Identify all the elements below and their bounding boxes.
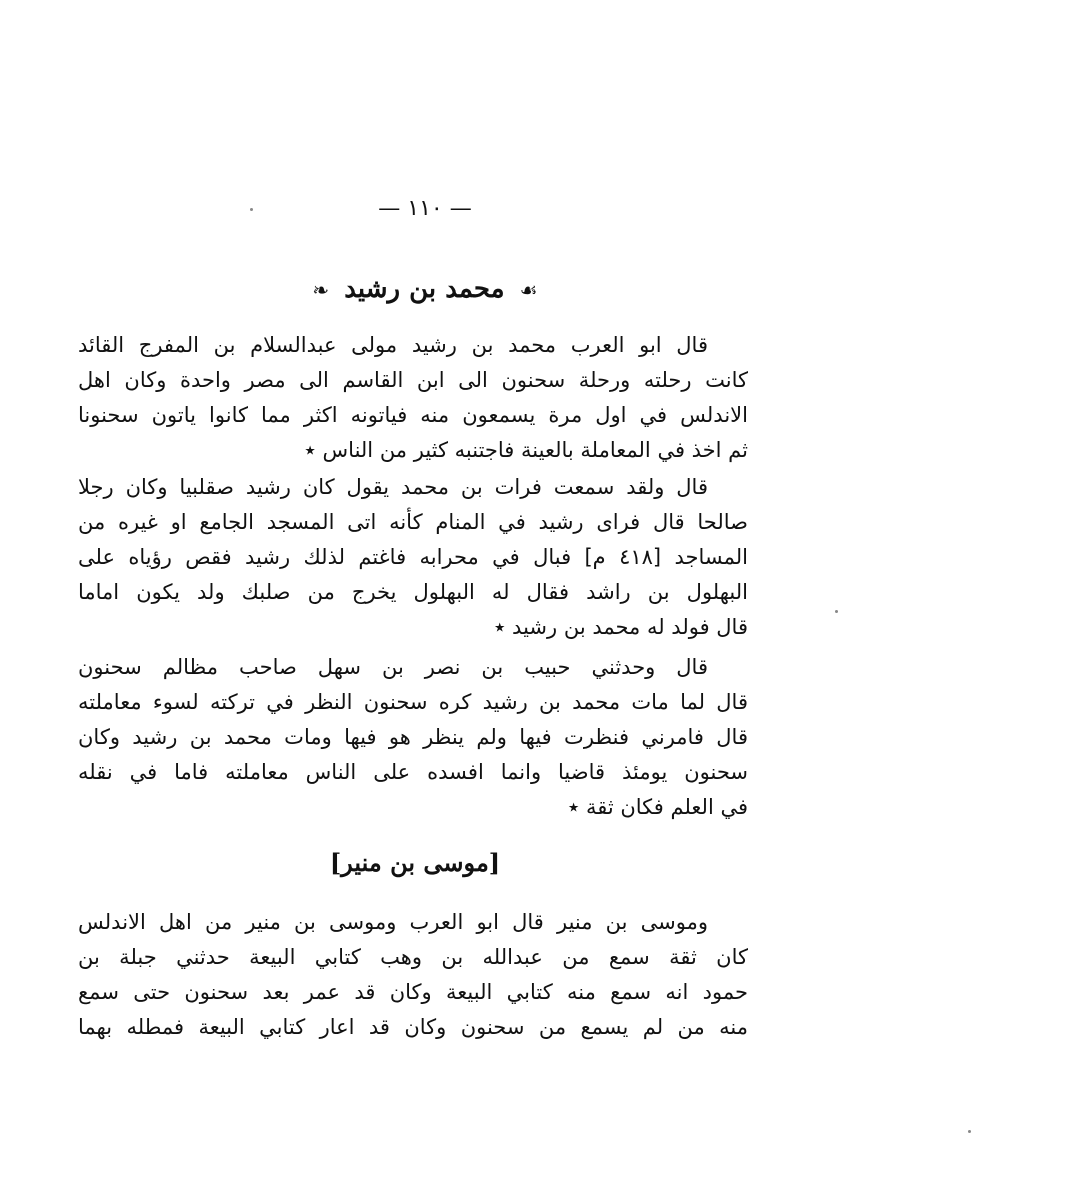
paragraph-2: [78, 470, 748, 645]
scan-speck: [835, 610, 838, 613]
text-line: سحنون يومئذ قاضيا وانما افسده على الناس معاملته فاما في نقله: [78, 760, 748, 784]
scan-speck: [968, 1130, 971, 1133]
text-line: قال ابو العرب محمد بن رشيد مولى عبدالسلام بن المفرج القائد: [78, 333, 708, 357]
text-line: قال فولد له محمد بن رشيد ٭: [493, 615, 748, 639]
text-line: حمود انه سمع منه كتابي البيعة وكان قد عمر بعد سحنون حتى سمع: [78, 980, 748, 1004]
text-line: قال وحدثني حبيب بن نصر بن سهل صاحب مظالم سحنون: [78, 655, 708, 679]
text-line: قال فامرني فنظرت فيها ولم ينظر هو فيها ومات محمد بن رشيد وكان: [78, 725, 748, 749]
paragraph-1: [78, 328, 748, 468]
section-title: محمد بن رشيد: [344, 274, 505, 304]
text-line: قال ولقد سمعت فرات بن محمد يقول كان رشيد صقلبيا وكان رجلا: [78, 475, 708, 499]
section-heading-muhammad-ibn-rashid: [260, 274, 590, 304]
text-line: ثم اخذ في المعاملة بالعينة فاجتنبه كثير من الناس ٭: [304, 438, 748, 462]
text-line: قال لما مات محمد بن رشيد كره سحنون النظر في تركته لسوء معاملته: [78, 690, 748, 714]
text-line: كان ثقة سمع من عبدالله بن وهب كتابي البيعة حدثني جبلة بن: [78, 945, 748, 969]
section-heading-musa-ibn-munir: [موسى بن منير]: [329, 848, 501, 877]
text-line: منه من لم يسمع من سحنون وكان قد اعار كتابي البيعة فمطله بهما: [78, 1015, 748, 1039]
paragraph-3: [78, 650, 748, 825]
paragraph-4: [78, 905, 748, 1045]
page-number: — ١١٠ —: [378, 196, 472, 221]
text-line: كانت رحلته ورحلة سحنون الى ابن القاسم الى مصر واحدة وكان اهل: [78, 368, 748, 392]
text-line: المساجد [٤١٨ م] فبال في محرابه فاغتم لذلك رشيد فقص رؤياه على: [78, 545, 748, 569]
ornament-left-icon: ❧: [312, 278, 330, 302]
text-line: في العلم فكان ثقة ٭: [567, 795, 748, 819]
text-line: صالحا قال فراى رشيد في المنام كأنه اتى المسجد الجامع او غيره من: [78, 510, 748, 534]
text-line: وموسى بن منير قال ابو العرب وموسى بن منير من اهل الاندلس: [78, 910, 708, 934]
text-line: البهلول بن راشد فقال له البهلول يخرج من صلبك ولد يكون اماما: [78, 580, 748, 604]
text-line: الاندلس في اول مرة يسمعون منه فياتونه اكثر مما كانوا ياتون سحنونا: [78, 403, 748, 427]
ornament-right-icon: ☙: [519, 278, 538, 302]
scan-speck: [250, 208, 253, 211]
